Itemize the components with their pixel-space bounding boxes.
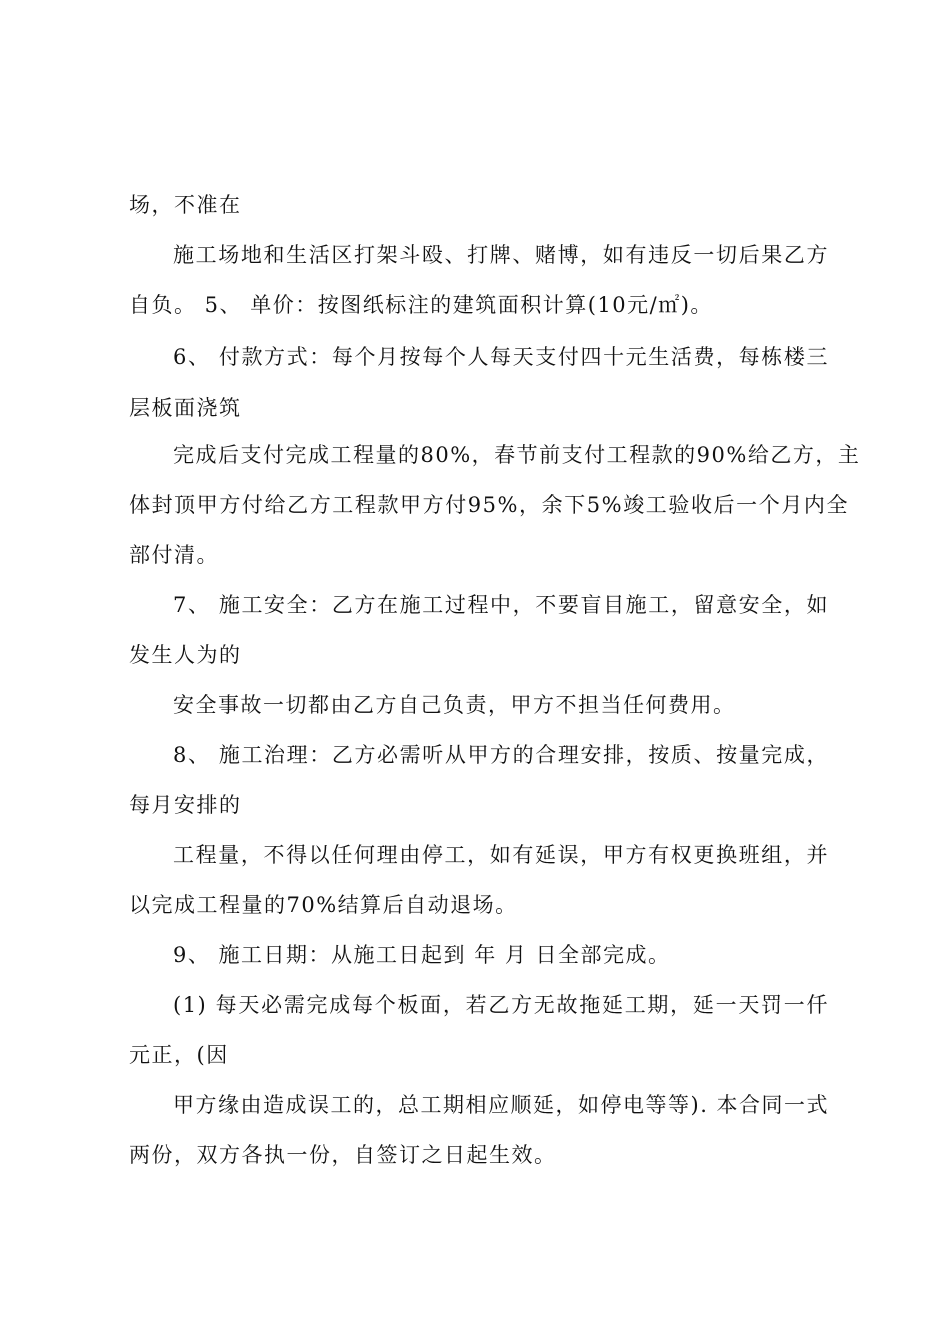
text-line: 场，不准在	[129, 193, 242, 217]
text-line: 体封顶甲方付给乙方工程款甲方付95%，余下5%竣工验收后一个月内全	[129, 493, 849, 517]
text-line: 施工场地和生活区打架斗殴、打牌、赌博，如有违反一切后果乙方	[173, 243, 829, 267]
text-line: 完成后支付完成工程量的80%，春节前支付工程款的90%给乙方，主	[173, 443, 861, 467]
text-line: (1) 每天必需完成每个板面，若乙方无故拖延工期，延一天罚一仟	[173, 993, 829, 1017]
text-line: 每月安排的	[129, 793, 242, 817]
text-line: 元正，(因	[129, 1043, 229, 1067]
text-line: 甲方缘由造成误工的，总工期相应顺延，如停电等等). 本合同一式	[173, 1093, 830, 1117]
text-line: 7、 施工安全：乙方在施工过程中，不要盲目施工，留意安全，如	[173, 593, 829, 617]
text-line: 以完成工程量的70%结算后自动退场。	[129, 893, 518, 917]
text-line: 层板面浇筑	[129, 396, 242, 420]
text-line: 8、 施工治理：乙方必需听从甲方的合理安排，按质、按量完成，	[173, 743, 829, 767]
text-line: 安全事故一切都由乙方自己负责，甲方不担当任何费用。	[173, 693, 736, 717]
text-line: 9、 施工日期：从施工日起到 年 月 日全部完成。	[173, 943, 671, 967]
text-line: 6、 付款方式：每个月按每个人每天支付四十元生活费，每栋楼三	[173, 345, 829, 369]
text-line: 自负。 5、 单价：按图纸标注的建筑面积计算(10元/㎡)。	[129, 293, 713, 317]
text-line: 两份，双方各执一份，自签订之日起生效。	[129, 1143, 557, 1167]
text-line: 工程量，不得以任何理由停工，如有延误，甲方有权更换班组，并	[173, 843, 829, 867]
text-line: 部付清。	[129, 543, 219, 567]
text-line: 发生人为的	[129, 643, 242, 667]
